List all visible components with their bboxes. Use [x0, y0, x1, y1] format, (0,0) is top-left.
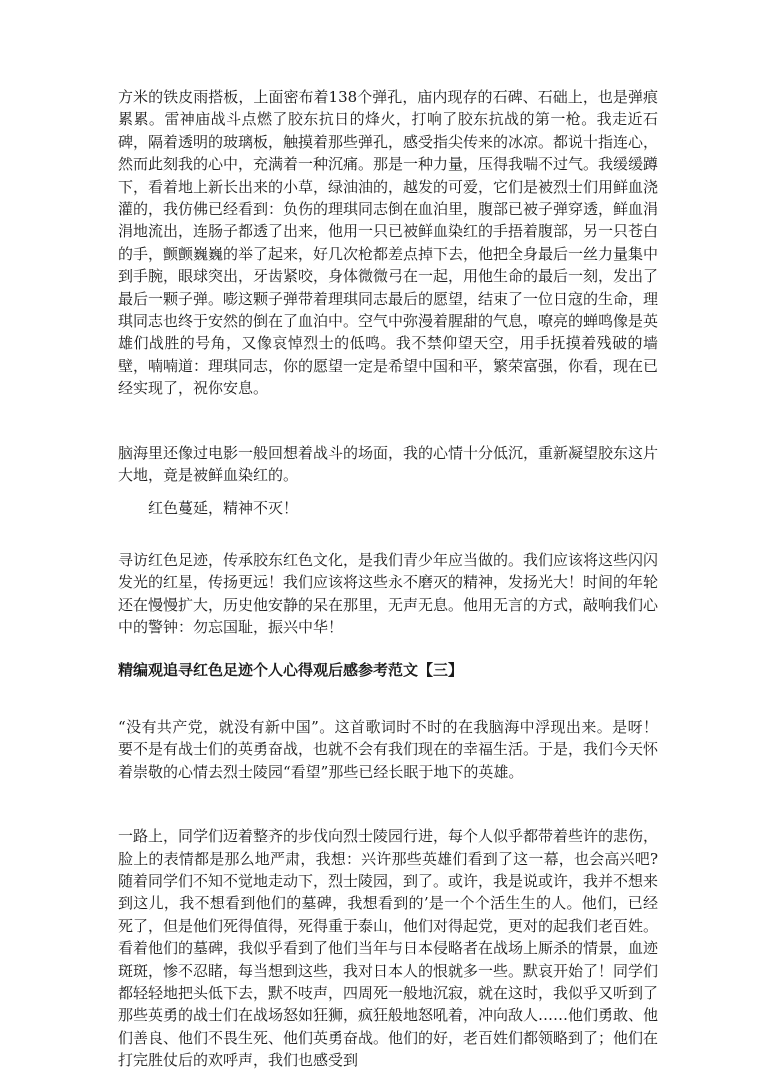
paragraph-reflection: 脑海里还像过电影一般回想着战斗的场面，我的心情十分低沉，重新凝望胶东这片大地，竟是被鲜血染红的。 — [118, 443, 659, 485]
spacer — [118, 519, 658, 549]
document-page — [118, 86, 658, 1072]
paragraph-cemetery-visit: 一路上，同学们迈着整齐的步伐向烈士陵园行进，每个人似乎都带着些许的悲伤，脸上的表情都是那么地严肃，我想：兴许那些英雄们看到了这一幕，也会高兴吧?随着同学们不知不觉地走动下，烈士陵园，到了。或许，我是说或许，我并不想来到这儿，我不想看到他们的墓碑，我想看到的’是一个个活生生的人。他们，已经死了，但是他们死得值得，死得重于泰山，他们对得起党，更对的起我们老百姓。看着他们的墓碑，我似乎看到了他们当年与日本侵略者在战场上厮杀的情景，血迹斑斑，惨不忍睹，每当想到这些，我对日本人的恨就多一些。默哀开始了！同学们都轻轻地把头低下去，默不吱声，四周死一般地沉寂，就在这时，我似乎又听到了那些英勇的战士们在战场怒如狂狮，疯狂般地怒吼着，冲向敌人……他们勇敢、他们善良、他们不畏生死、他们英勇奋战。他们的好，老百姓们都领略到了；他们在打完胜仗后的欢呼声，我们也感受到 — [118, 827, 659, 1070]
section-heading: 精编观追寻红色足迹个人心得观后感参考范文【三】 — [118, 660, 464, 679]
spacer — [118, 487, 658, 497]
spacer — [118, 639, 658, 659]
paragraph-song-intro: “没有共产党，就没有新中国”。这首歌词时不时的在我脑海中浮现出来。是呀！要不是有战士们的英勇奋战，也就不会有我们现在的幸福生活。于是，我们今天怀着崇敬的心情去烈士陵园“看望”那些已经长眠于地下的英雄。 — [118, 717, 659, 781]
spacer — [118, 681, 658, 716]
spacer — [118, 783, 658, 825]
paragraph-slogan: 红色蔓延，精神不灭！ — [148, 498, 299, 517]
paragraph-heritage: 寻访红色足迹，传承胶东红色文化，是我们青少年应当做的。我们应该将这些闪闪发光的红星，传扬更远！我们应该将这些永不磨灭的精神，发扬光大！时间的年轮还在慢慢扩大，历史他安静的呆在那里，无声无息。他用无言的方式，敲响我们心中的警钟：勿忘国耻，振兴中华！ — [118, 550, 659, 637]
paragraph-battle-memory: 方米的铁皮雨搭板，上面密布着138个弹孔，庙内现存的石碑、石础上，也是弹痕累累。雷神庙战斗点燃了胶东抗日的烽火，打响了胶东抗战的第一枪。我走近石碑，隔着透明的玻璃板，触摸着那些弹孔，感受指尖传来的冰凉。都说十指连心，然而此刻我的心中，充满着一种沉痛。那是一种力量，压得我喘不过气。我缓缓蹲下，看着地上新长出来的小草，绿油油的，越发的可爱，它们是被烈士们用鲜血浇灌的，我仿佛已经看到：负伤的理琪同志倒在血泊里，腹部已被子弹穿透，鲜血涓涓地流出，连肠子都透了出来，他用一只已被鲜血染红的手捂着腹部，另一只苍白的手，颤颤巍巍的举了起来，好几次枪都差点掉下去，他把全身最后一丝力量集中到手腕，眼球突出，牙齿紧咬，身体微微弓在一起，用他生命的最后一刻，发出了最后一颗子弹。嘭这颗子弹带着理琪同志最后的愿望，结束了一位日寇的生命，理琪同志也终于安然的倒在了血泊中。空气中弥漫着腥甜的气息，嘹亮的蝉鸣像是英雄们战胜的号角，又像哀悼烈士的低鸣。我不禁仰望天空，用手抚摸着残破的墙壁，喃喃道：理琪同志，你的愿望一定是希望中国和平，繁荣富强，你看，现在已经实现了，祝你安息。 — [118, 88, 659, 398]
spacer — [118, 400, 658, 442]
